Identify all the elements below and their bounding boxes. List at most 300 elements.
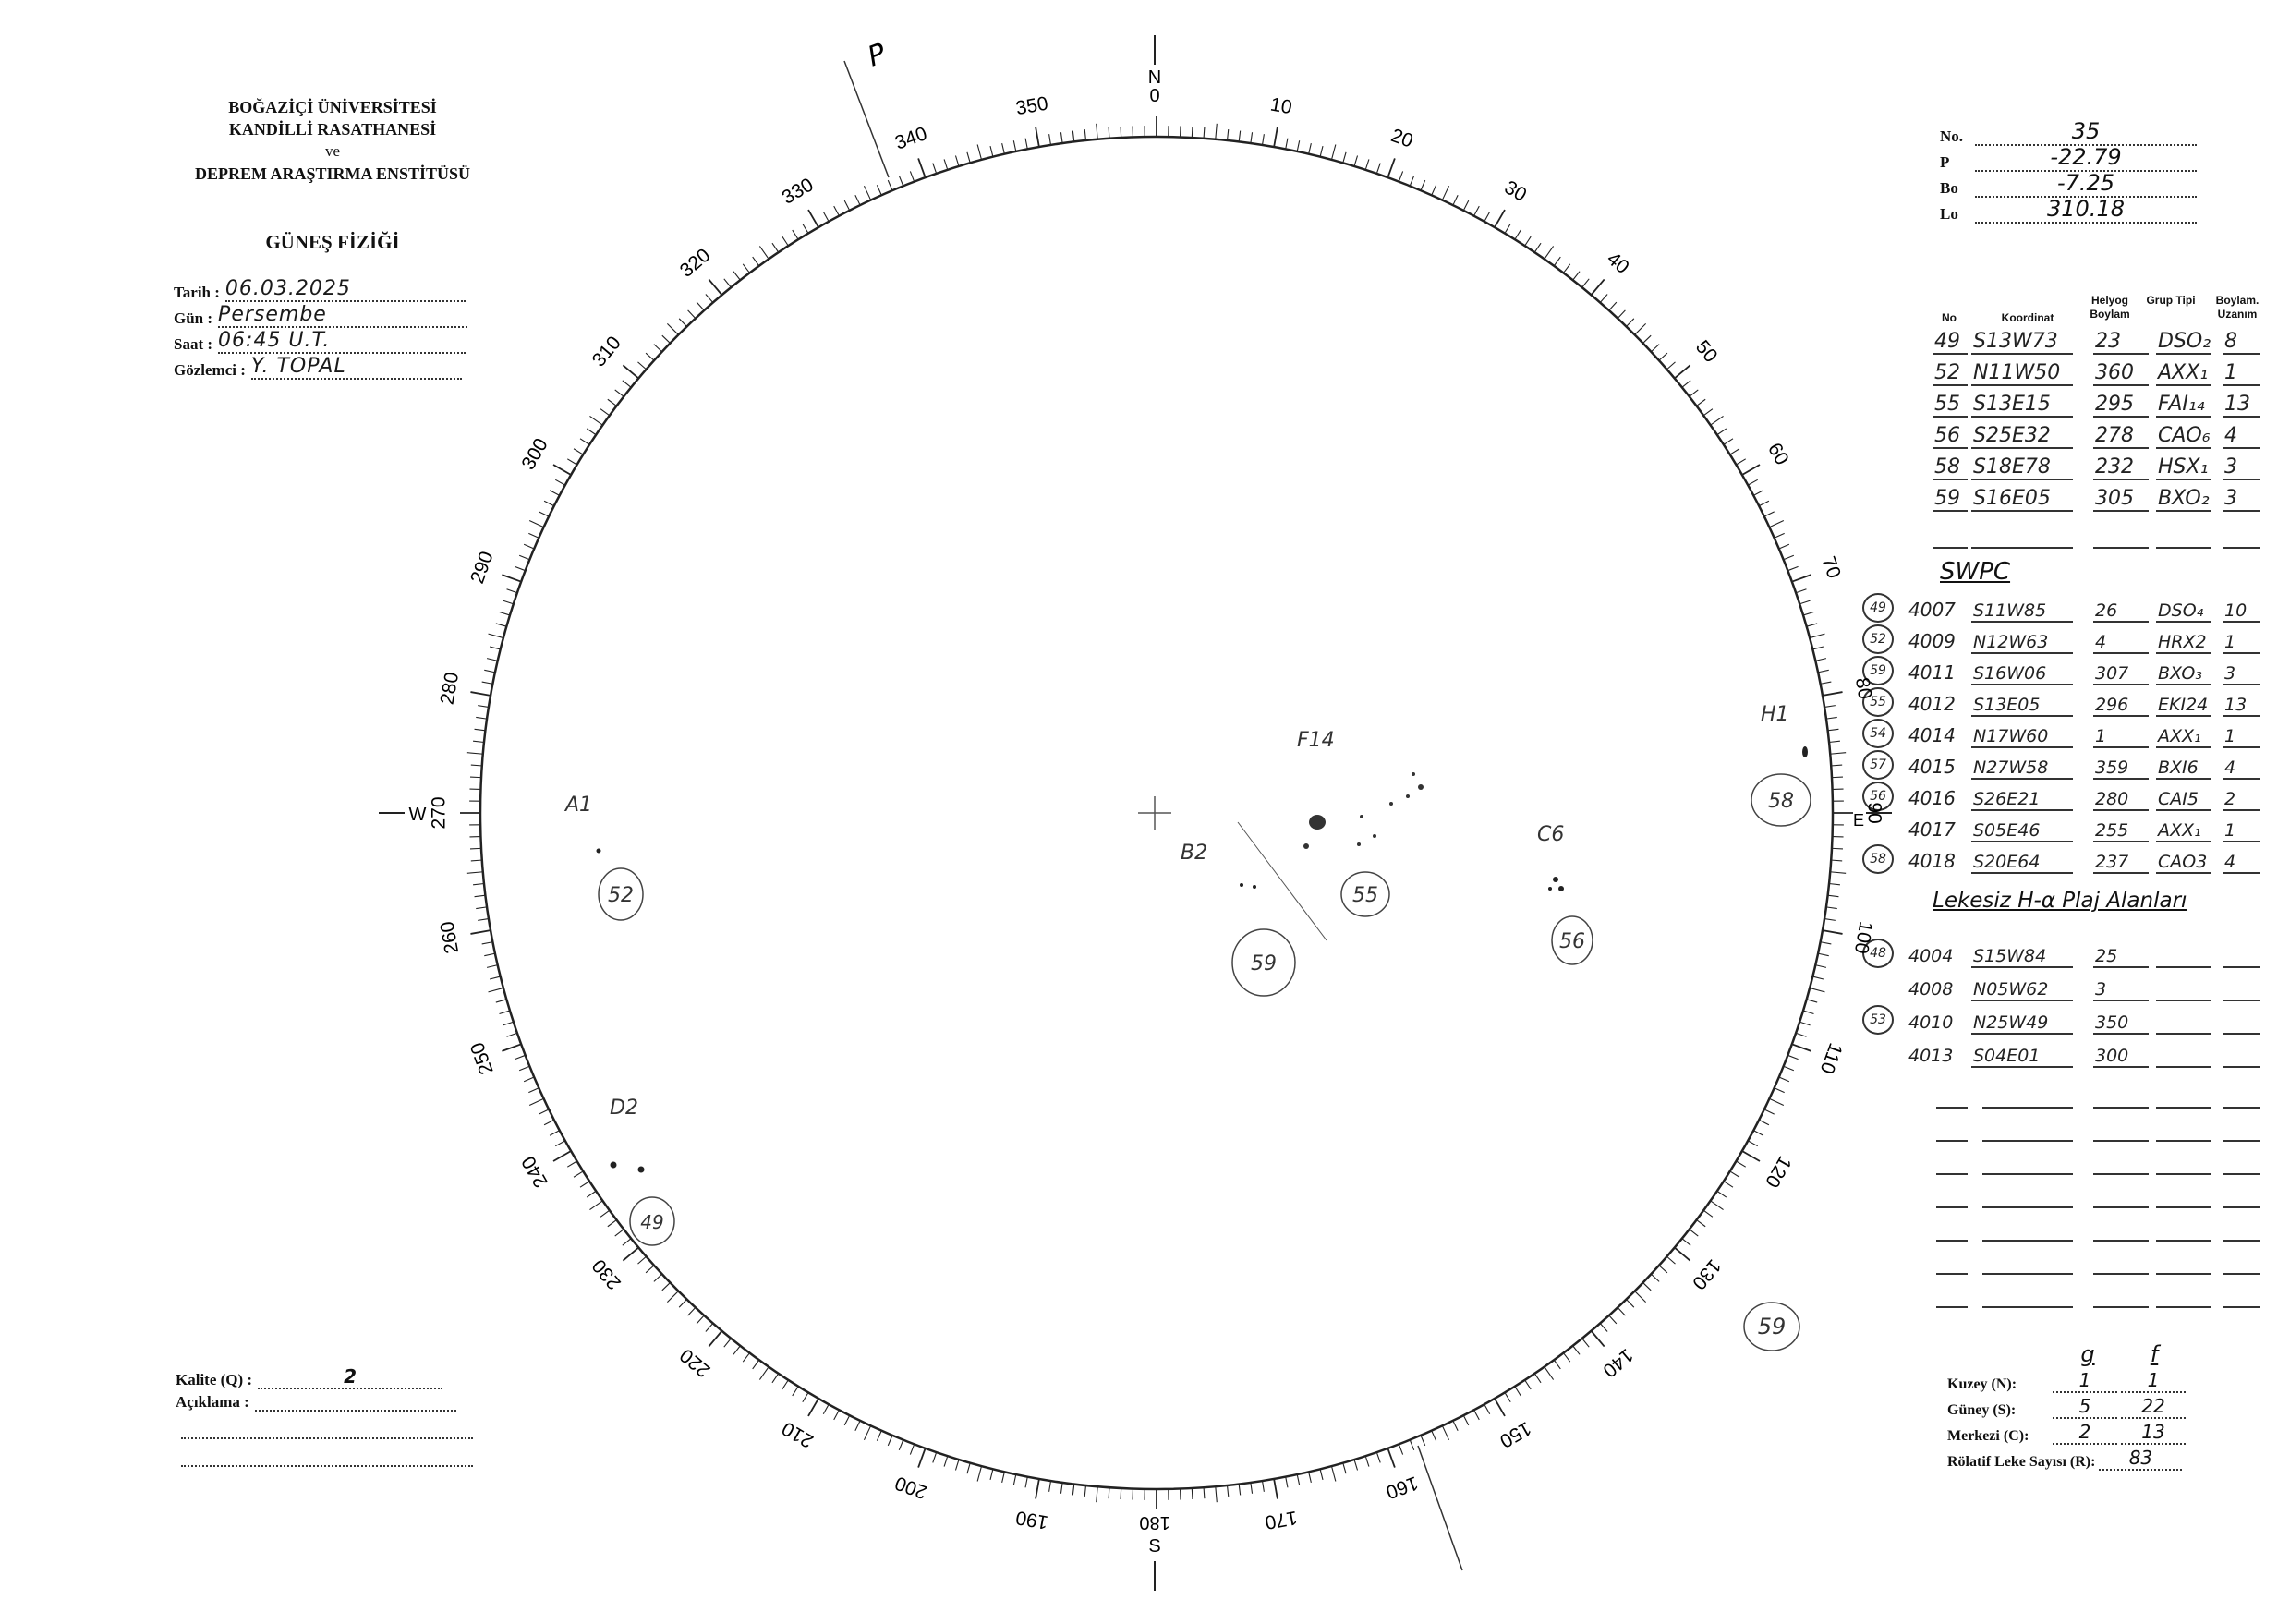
degree-tick (1667, 362, 1675, 369)
swpc-cell-coord: N12W63 (1973, 632, 2049, 652)
degree-tick (834, 1411, 839, 1420)
degree-tick (1788, 566, 1798, 570)
degree-tick (473, 741, 483, 742)
degree-tick (844, 1416, 849, 1425)
degree-tick (709, 279, 721, 294)
swpc-cell-no: 4009 (1908, 630, 1956, 652)
degree-tick (1830, 884, 1840, 885)
summary-center-label: Merkezi (C): (1947, 1428, 2029, 1444)
degree-tick (490, 976, 500, 979)
degree-tick (967, 1464, 970, 1474)
degree-tick (524, 1077, 533, 1081)
plage-cell-coord: S15W84 (1973, 946, 2047, 966)
degree-tick (482, 942, 492, 944)
swpc-cell-coord: N27W58 (1973, 757, 2049, 778)
degree-tick (623, 365, 637, 377)
degree-tick (1555, 1361, 1560, 1369)
group-label-h1: H1 (1761, 703, 1789, 726)
degree-tick (1443, 1426, 1449, 1440)
plage-cell-helio: 300 (2095, 1046, 2129, 1066)
sunspot (1389, 802, 1393, 806)
degree-tick (782, 1381, 788, 1389)
table-cell-coord: S16E05 (1973, 487, 2051, 510)
degree-label: 100 (1849, 919, 1877, 956)
degree-tick (1555, 257, 1560, 265)
table-cell-extent: 13 (2224, 393, 2250, 416)
degree-tick (1411, 1441, 1414, 1450)
degree-label: 290 (466, 548, 498, 587)
swpc-cell-no: 4012 (1908, 693, 1956, 715)
degree-tick (1013, 140, 1015, 151)
swpc-cell-no: 4007 (1908, 599, 1956, 621)
degree-tick (1811, 988, 1824, 992)
degree-tick (515, 1056, 524, 1060)
table-header-no: No (1942, 311, 1957, 324)
degree-label: 130 (1688, 1254, 1726, 1294)
swpc-cell-extent: 2 (2224, 789, 2236, 809)
degree-tick (1822, 942, 1832, 944)
degree-tick (1800, 600, 1810, 603)
plage-cell-coord: N05W62 (1973, 979, 2049, 1000)
degree-tick (1704, 409, 1713, 415)
degree-tick (1192, 1489, 1193, 1499)
degree-tick (667, 1291, 677, 1302)
degree-tick (544, 1121, 553, 1125)
swpc-cell-coord: S11W85 (1973, 600, 2047, 621)
sunspot-group-f14 (1297, 729, 1424, 916)
table-cell-group: CAO₆ (2158, 424, 2211, 447)
sunspot (1418, 784, 1424, 790)
degree-label: 200 (891, 1472, 930, 1503)
degree-tick (1660, 1266, 1667, 1272)
degree-tick (1643, 1283, 1651, 1291)
degree-tick (574, 449, 582, 454)
region-label-59-outside: 59 (1757, 1314, 1787, 1339)
degree-tick (1770, 520, 1784, 527)
table-cell-helio: 305 (2095, 487, 2134, 510)
degree-tick (623, 381, 631, 387)
swpc-cell-coord: N17W60 (1973, 726, 2049, 746)
degree-tick (1718, 429, 1727, 434)
degree-label: 240 (517, 1152, 552, 1192)
degree-tick (1274, 1480, 1278, 1499)
degree-tick (1354, 156, 1357, 166)
p-axis-line-bottom (1418, 1446, 1462, 1570)
degree-tick (1535, 1375, 1541, 1383)
degree-label: 60 (1763, 439, 1793, 469)
degree-tick (544, 501, 553, 505)
sunspot (1309, 815, 1326, 830)
degree-tick (1824, 692, 1843, 696)
degree-tick (1833, 777, 1843, 778)
degree-tick (679, 319, 686, 326)
swpc-cell-extent: 13 (2224, 695, 2248, 715)
swpc-cell-group: CAI5 (2158, 789, 2199, 809)
degree-label: 40 (1603, 248, 1633, 279)
degree-tick (519, 555, 528, 559)
degree-tick (1535, 243, 1541, 251)
degree-tick (1816, 965, 1826, 967)
degree-tick (759, 246, 768, 258)
degree-tick (1830, 741, 1840, 742)
param-p-label: P (1940, 153, 1950, 171)
swpc-cell-coord: S05E46 (1973, 820, 2041, 841)
sunspot (1253, 885, 1256, 889)
swpc-cell-no: 4011 (1908, 661, 1956, 684)
summary-f-header: f (2150, 1341, 2159, 1367)
degree-tick (955, 1460, 958, 1471)
degree-tick (1676, 1248, 1690, 1260)
degree-tick (1704, 1211, 1713, 1217)
degree-tick (1829, 895, 1839, 896)
degree-tick (567, 459, 576, 465)
swpc-cell-extent: 1 (2224, 820, 2236, 841)
swpc-cell-helio: 4 (2095, 632, 2107, 652)
degree-tick (706, 294, 712, 301)
degree-tick (515, 566, 524, 570)
degree-tick (844, 200, 849, 210)
swpc-cell-helio: 359 (2095, 757, 2129, 778)
degree-tick (1813, 976, 1824, 979)
degree-tick (1464, 200, 1469, 210)
degree-tick (1618, 1308, 1626, 1315)
degree-tick (623, 1248, 637, 1260)
sunspot (1406, 794, 1410, 798)
group-label-b2: B2 (1181, 842, 1208, 865)
swpc-tag: 57 (1862, 750, 1894, 780)
degree-tick (475, 895, 485, 896)
degree-tick (608, 399, 616, 406)
sunspot (1303, 843, 1309, 849)
degree-tick (587, 1192, 595, 1197)
degree-tick (1804, 612, 1814, 614)
degree-tick (1833, 848, 1843, 849)
degree-tick (1731, 1171, 1739, 1177)
degree-tick (864, 1426, 870, 1440)
region-label-55: 55 (1352, 884, 1378, 907)
sunspot (638, 1167, 645, 1173)
degree-tick (1627, 319, 1634, 326)
degree-tick (1060, 1484, 1062, 1494)
degree-label: 310 (588, 332, 625, 371)
degree-tick (1827, 907, 1837, 909)
degree-tick (1474, 206, 1479, 215)
summary-relative-label: Rölatif Leke Sayısı (R): (1947, 1454, 2096, 1470)
degree-tick (1545, 1367, 1553, 1379)
degree-tick (524, 544, 533, 548)
degree-tick (574, 1171, 582, 1177)
degree-tick (1718, 1192, 1727, 1197)
p-axis-line-top (844, 61, 889, 177)
degree-tick (910, 171, 914, 180)
swpc-cell-extent: 1 (2224, 632, 2236, 652)
degree-tick (1749, 479, 1758, 484)
degree-tick (1388, 1449, 1395, 1468)
swpc-tag: 54 (1862, 719, 1894, 748)
degree-tick (1793, 575, 1811, 581)
swpc-cell-helio: 255 (2095, 820, 2129, 841)
degree-label: 10 (1268, 93, 1294, 119)
degree-tick (550, 1131, 559, 1135)
plage-cell-no: 4004 (1908, 946, 1954, 966)
degree-tick (1545, 246, 1553, 258)
degree-tick (782, 236, 788, 245)
degree-tick (688, 310, 696, 318)
degree-tick (1388, 158, 1395, 176)
degree-tick (1770, 1099, 1784, 1106)
degree-tick (1453, 1422, 1458, 1431)
degree-tick (1025, 139, 1027, 149)
degree-tick (1274, 127, 1278, 146)
degree-tick (608, 1220, 616, 1227)
degree-tick (877, 1432, 880, 1441)
degree-tick (646, 353, 653, 359)
swpc-tag: 52 (1862, 624, 1894, 654)
west-letter: W (408, 805, 427, 825)
degree-tick (1084, 129, 1085, 139)
degree-tick (1609, 302, 1616, 309)
degree-tick (1263, 1482, 1265, 1492)
degree-tick (1060, 132, 1062, 142)
degree-tick (1582, 1339, 1589, 1348)
degree-tick (1731, 449, 1739, 454)
degree-label: 120 (1761, 1152, 1796, 1192)
degree-tick (1506, 224, 1511, 232)
degree-label: 350 (1013, 92, 1050, 120)
group-label-d2: D2 (610, 1097, 638, 1120)
sunspot (1558, 886, 1564, 891)
degree-tick (1496, 210, 1506, 226)
degree-tick (1251, 1484, 1253, 1494)
degree-tick (600, 1211, 609, 1217)
degree-tick (1813, 647, 1824, 649)
degree-tick (823, 1405, 828, 1414)
degree-tick (1366, 159, 1369, 168)
degree-tick (1192, 127, 1193, 137)
degree-tick (519, 1067, 528, 1071)
plage-cell-coord: S04E01 (1973, 1046, 2041, 1066)
quality-value: 2 (258, 1365, 442, 1389)
degree-tick (1216, 124, 1217, 139)
degree-tick (1332, 1467, 1336, 1481)
degree-tick (1072, 1485, 1073, 1496)
degree-tick (1829, 729, 1839, 730)
sunspot-group-h1 (1751, 703, 1811, 826)
degree-tick (1286, 1478, 1288, 1488)
degree-tick (467, 753, 482, 754)
swpc-cell-coord: S16W06 (1973, 663, 2047, 684)
region-label-56: 56 (1559, 930, 1585, 953)
degree-tick (528, 1088, 538, 1092)
degree-tick (1811, 634, 1824, 637)
degree-tick (1484, 1405, 1489, 1414)
degree-tick (1788, 1056, 1798, 1060)
south-letter: S (1148, 1536, 1161, 1557)
degree-tick (1049, 1482, 1051, 1492)
swpc-cell-helio: 280 (2095, 789, 2129, 809)
degree-tick (1743, 465, 1760, 475)
param-no-value: 35 (1975, 118, 2197, 146)
degree-tick (1573, 272, 1580, 280)
degree-tick (1697, 399, 1705, 406)
degree-tick (654, 1275, 661, 1282)
summary-center-g: 2 (2053, 1421, 2117, 1445)
degree-tick (555, 1141, 564, 1145)
degree-tick (1432, 185, 1436, 194)
table-cell-extent: 3 (2224, 487, 2237, 510)
degree-tick (470, 848, 480, 849)
degree-tick (507, 1034, 516, 1037)
degree-tick (1582, 279, 1589, 287)
degree-tick (918, 158, 925, 176)
swpc-cell-group: AXX₁ (2158, 726, 2201, 746)
degree-tick (478, 919, 488, 921)
summary-north-f: 1 (2121, 1369, 2186, 1393)
degree-tick (1399, 171, 1403, 180)
degree-tick (478, 706, 488, 708)
observer-value: Y. TOPAL (251, 355, 462, 380)
swpc-cell-group: HRX2 (2158, 632, 2207, 652)
degree-tick (1652, 345, 1659, 352)
table-cell-helio: 23 (2095, 330, 2121, 353)
table-cell-no: 56 (1934, 424, 1960, 447)
degree-tick (1765, 512, 1775, 516)
degree-tick (528, 533, 538, 537)
swpc-cell-helio: 1 (2095, 726, 2107, 746)
degree-tick (1743, 1152, 1760, 1162)
degree-tick (637, 1257, 645, 1264)
degree-tick (1627, 1300, 1634, 1307)
degree-tick (1377, 1453, 1381, 1462)
sunspot (1360, 815, 1363, 818)
degree-tick (503, 1023, 512, 1025)
table-cell-no: 49 (1934, 330, 1960, 353)
degree-label: 250 (466, 1039, 498, 1078)
table-cell-coord: S13W73 (1973, 330, 2058, 353)
table-header-group: Grup Tipi (2146, 294, 2196, 307)
swpc-tag: 55 (1862, 687, 1894, 717)
degree-tick (1775, 1088, 1785, 1092)
table-cell-coord: S18E78 (1973, 455, 2051, 479)
degree-tick (555, 479, 564, 484)
degree-tick (1573, 1347, 1580, 1355)
north-zero: 0 (1149, 86, 1160, 106)
degree-tick (1697, 1220, 1705, 1227)
degree-tick (1515, 230, 1521, 238)
degree-tick (1072, 131, 1073, 141)
swpc-cell-group: DSO₄ (2158, 600, 2204, 621)
degree-tick (1793, 1045, 1811, 1051)
p-axis-line-center (1238, 822, 1327, 940)
degree-tick (471, 765, 481, 766)
degree-tick (1690, 1230, 1699, 1236)
degree-tick (967, 152, 970, 163)
degree-tick (600, 409, 609, 415)
degree-tick (1592, 1332, 1604, 1347)
degree-label: 70 (1817, 553, 1845, 582)
swpc-cell-helio: 307 (2095, 663, 2129, 684)
degree-label: 20 (1387, 125, 1416, 152)
degree-tick (539, 512, 548, 516)
table-cell-helio: 278 (2095, 424, 2134, 447)
degree-tick (772, 243, 778, 251)
degree-tick (587, 429, 595, 434)
degree-tick (1320, 1470, 1323, 1480)
degree-tick (955, 156, 958, 166)
degree-label: 150 (1496, 1417, 1535, 1452)
degree-tick (1660, 353, 1667, 359)
degree-label: 300 (517, 434, 552, 474)
summary-south-label: Güney (S): (1947, 1402, 2017, 1418)
swpc-cell-extent: 4 (2224, 852, 2236, 872)
degree-tick (933, 1453, 937, 1462)
degree-tick (553, 1152, 570, 1162)
degree-tick (1737, 1162, 1745, 1168)
degree-tick (471, 860, 481, 861)
sunspot (611, 1162, 617, 1169)
degree-label: 90 (1863, 802, 1885, 824)
degree-tick (539, 1109, 548, 1114)
degree-tick (637, 362, 645, 369)
degree-tick (743, 1353, 749, 1362)
degree-tick (709, 1332, 721, 1347)
degree-tick (1525, 1381, 1531, 1389)
degree-tick (1013, 1475, 1015, 1485)
table-cell-no: 59 (1934, 487, 1960, 510)
institution-line-4: DEPREM ARAŞTIRMA ENSTİTÜSÜ (194, 164, 471, 183)
table-cell-coord: S25E32 (1973, 424, 2051, 447)
degree-tick (1399, 1445, 1403, 1454)
degree-tick (662, 335, 670, 343)
degree-tick (1025, 1478, 1027, 1488)
table-header-helio: Helyog Boylam (2090, 294, 2130, 321)
degree-tick (977, 1467, 981, 1481)
sunspot-group-b2 (1181, 842, 1295, 996)
degree-tick (1676, 365, 1690, 377)
degree-tick (580, 1182, 588, 1187)
degree-tick (1760, 1121, 1769, 1125)
degree-tick (1320, 146, 1323, 156)
param-bo-label: Bo (1940, 179, 1958, 197)
degree-tick (1002, 143, 1004, 153)
swpc-tag: 49 (1862, 593, 1894, 623)
table-cell-extent: 8 (2224, 330, 2237, 353)
east-letter: E (1852, 811, 1865, 830)
degree-tick (1443, 186, 1449, 200)
degree-tick (1421, 1436, 1424, 1446)
institution-line-3: ve (324, 142, 341, 160)
day-label: Gün : (174, 309, 213, 327)
degree-tick (489, 988, 503, 992)
degree-tick (688, 1308, 696, 1315)
degree-tick (1797, 1034, 1806, 1037)
table-cell-helio: 295 (2095, 393, 2134, 416)
degree-tick (1683, 1239, 1691, 1245)
plage-cell-helio: 3 (2095, 979, 2107, 1000)
degree-tick (654, 345, 661, 352)
degree-tick (1816, 659, 1826, 661)
south-180-label: 180 (1139, 1512, 1170, 1533)
degree-tick (1749, 1141, 1758, 1145)
sunspot (1240, 883, 1243, 887)
degree-tick (1780, 544, 1789, 548)
degree-tick (977, 145, 981, 159)
degree-tick (864, 186, 870, 200)
observer-label: Gözlemci : (174, 361, 246, 379)
degree-tick (490, 647, 500, 649)
degree-tick (724, 279, 731, 287)
degree-tick (944, 159, 947, 168)
